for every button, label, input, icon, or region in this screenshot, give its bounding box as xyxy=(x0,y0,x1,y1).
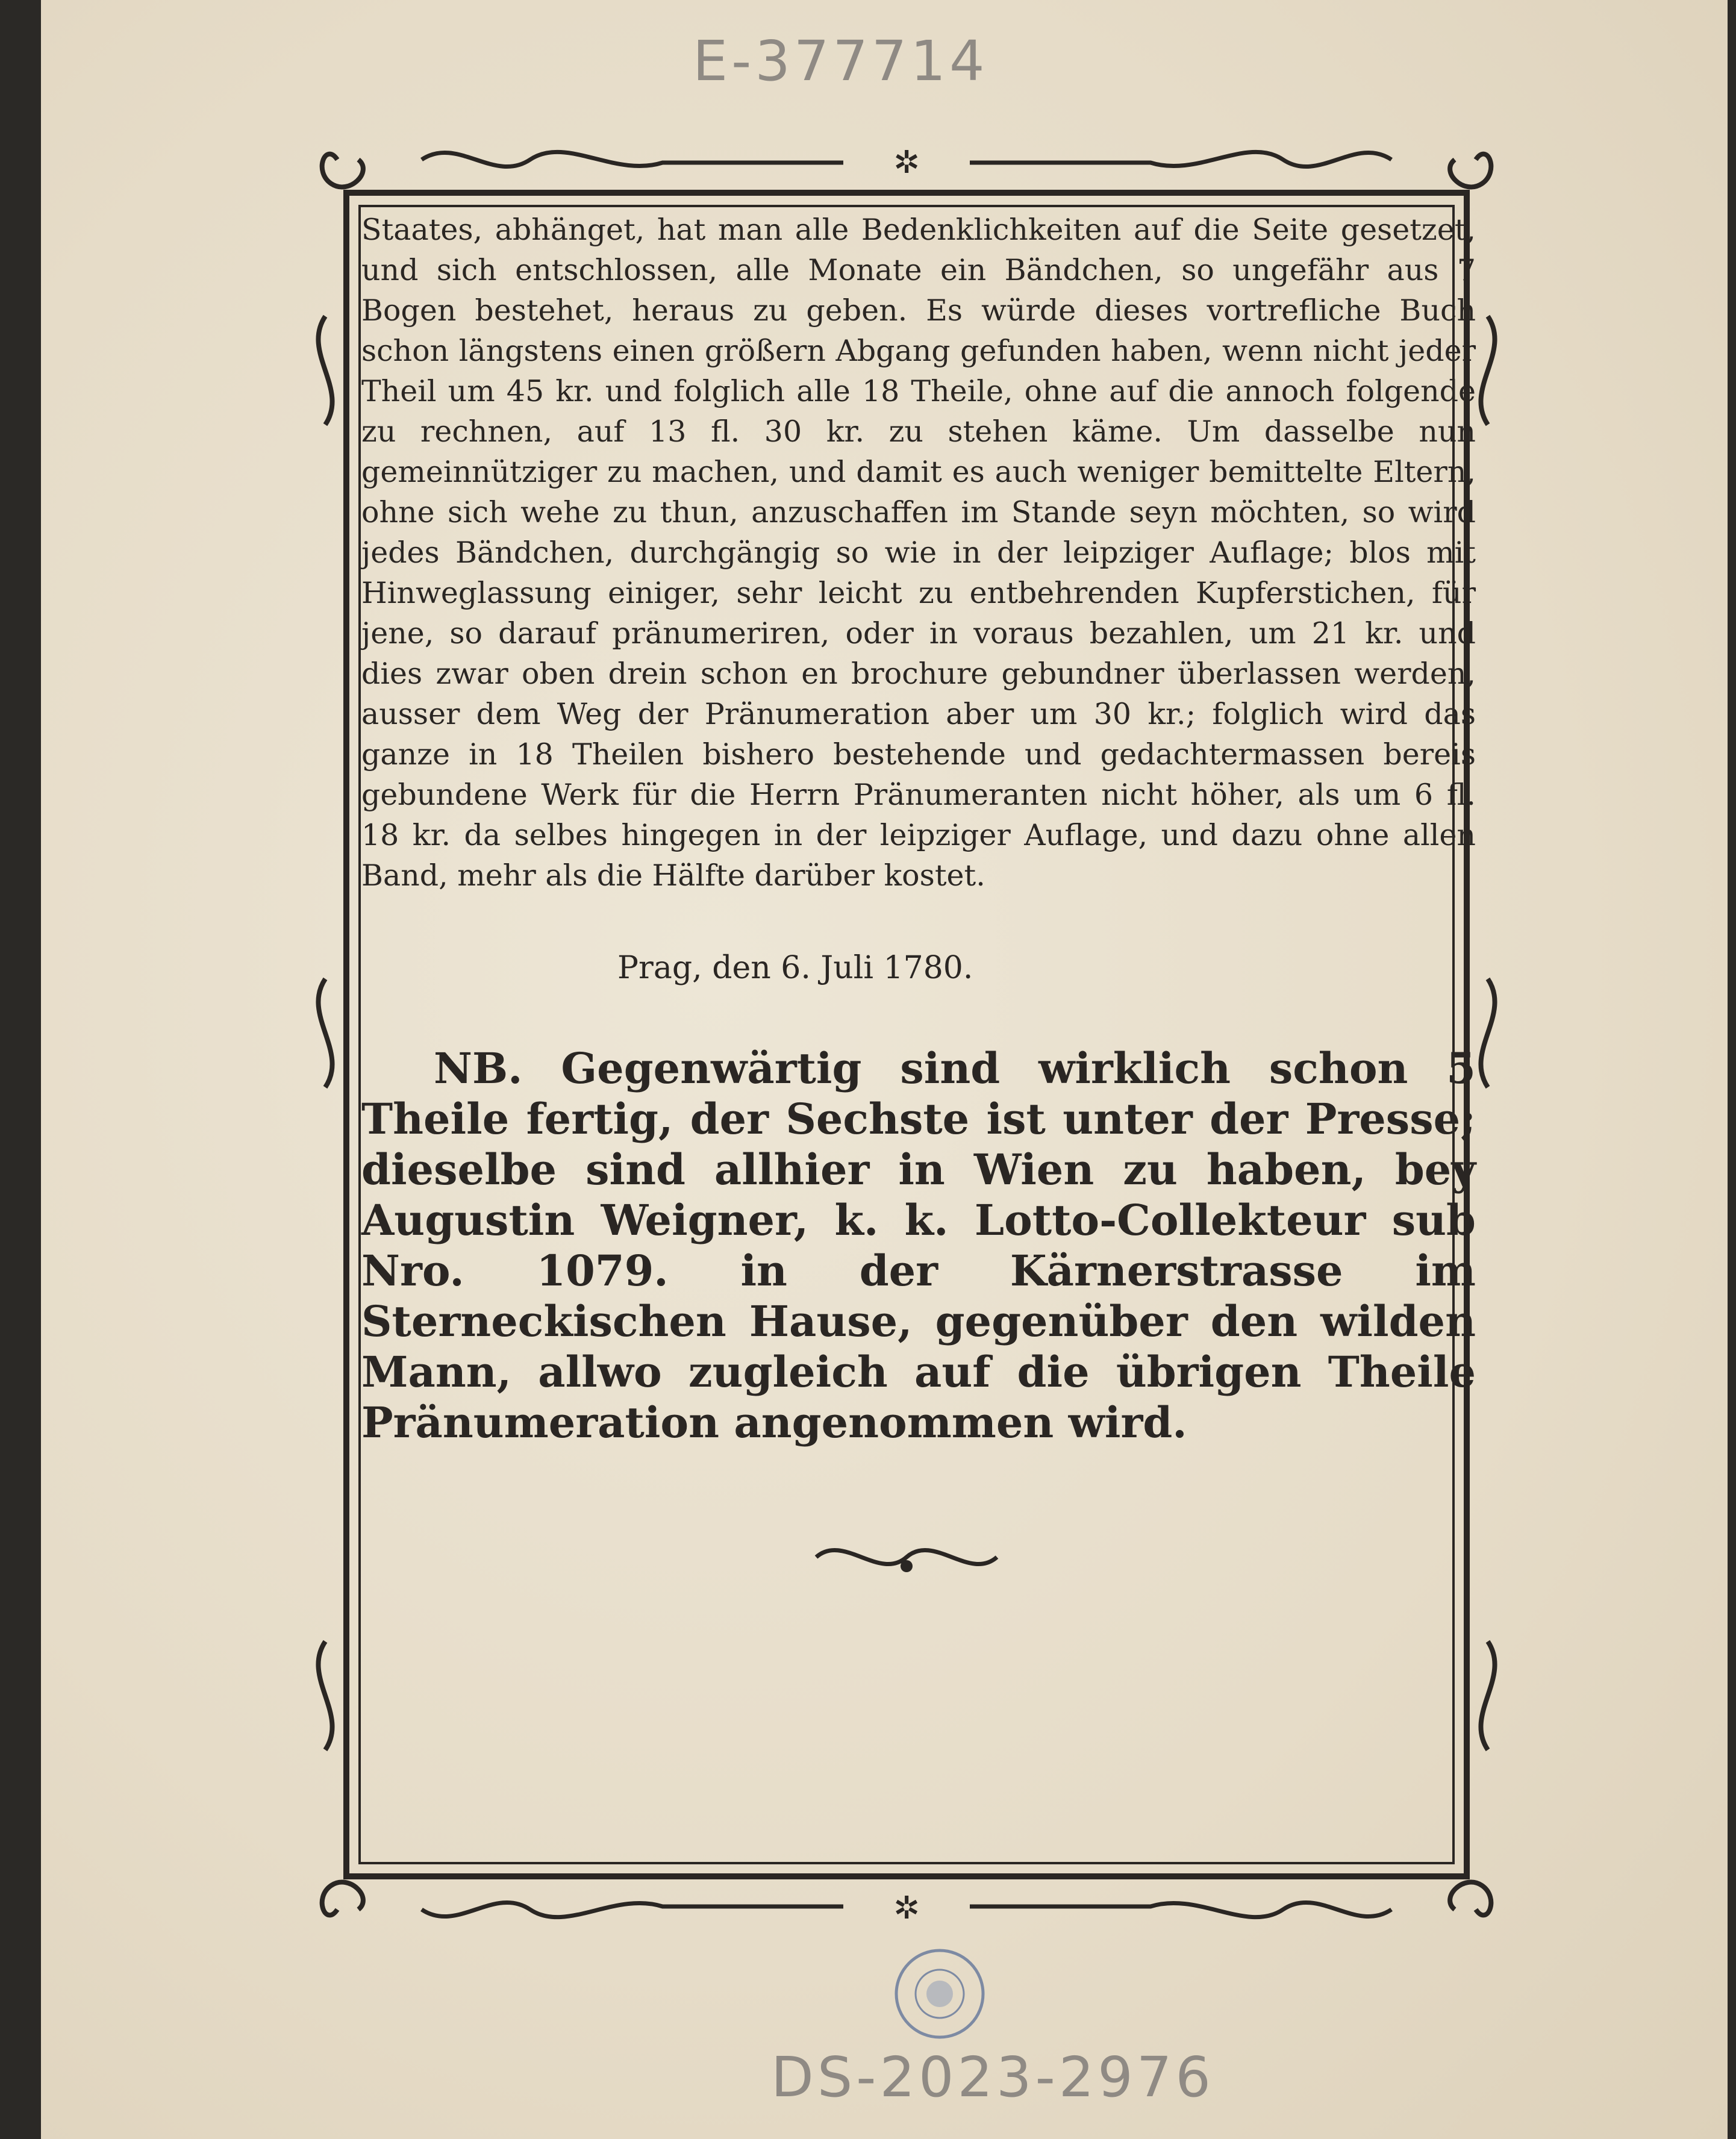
body-paragraph: Staates, abhänget, hat man alle Bedenklichkeiten auf die Seite gesetzet, und sich entschlossen, alle Monate ein Bändchen, so ungefähr aus 7 Bogen bestehet, heraus zu geben. Es würde dieses vortrefliche Buch schon längstens einen größern Abgang gefunden haben, wenn nicht jeder Theil um 45 kr. und folglich alle 18 Theile, ohne auf die annoch folgende zu rechnen, auf 13 fl. 30 kr. zu stehen käme. Um dasselbe nun gemeinnütziger zu machen, und damit es auch weniger bemittelte Eltern, ohne sich wehe zu thun, anzuschaffen im Stande seyn möchten, so wird jedes Bändchen, durchgängig so wie in der leipziger Auflage; blos mit Hinweglassung einiger, sehr leicht zu entbehrenden Kupferstichen, für jene, so darauf pränumeriren, oder in voraus bezahlen, um 21 kr. und dies zwar oben drein schon en brochure gebundner überlassen werden, ausser dem Weg der Pränumeration aber um 30 kr.; folglich wird das ganze in 18 Theilen bishero bestehende und gedachtermassen bereis gebundene Werk für die Herrn Pränumeranten nicht höher, als um 6 fl. 18 kr. da selbes hingegen in der leipziger Auflage, und dazu ohne allen Band, mehr als die Hälfte darüber kostet. xyxy=(361,213,1476,893)
nota-bene-paragraph: NB. Gegenwärtig sind wirklich schon 5 Theile fertig, der Sechste ist unter der Presse; dieselbe sind allhier in Wien zu haben, bey Augustin Weigner, k. k. Lotto-Collekteur sub Nro. 1079. in der Kärnerstrasse im Sterneckischen Hause, gegenüber den wilden Mann, allwo zugleich auf die übrigen Theile Pränumeration angenommen wird. xyxy=(361,1043,1476,1447)
corner-scroll-bl xyxy=(322,1882,363,1916)
svg-text:✲: ✲ xyxy=(893,1890,920,1926)
shelfmark-top: E-377714 xyxy=(693,29,988,93)
svg-text:✲: ✲ xyxy=(893,145,920,181)
document-content xyxy=(361,210,1476,1448)
dateline: Prag, den 6. Juli 1780. xyxy=(617,950,973,986)
library-stamp-seal xyxy=(891,1946,988,2042)
shelfmark-bottom: DS-2023-2976 xyxy=(771,2045,1214,2109)
library-stamp xyxy=(891,1946,988,2042)
corner-scroll-tr xyxy=(1450,154,1491,187)
corner-scroll-br xyxy=(1450,1882,1491,1916)
corner-scroll-tl xyxy=(322,154,363,187)
